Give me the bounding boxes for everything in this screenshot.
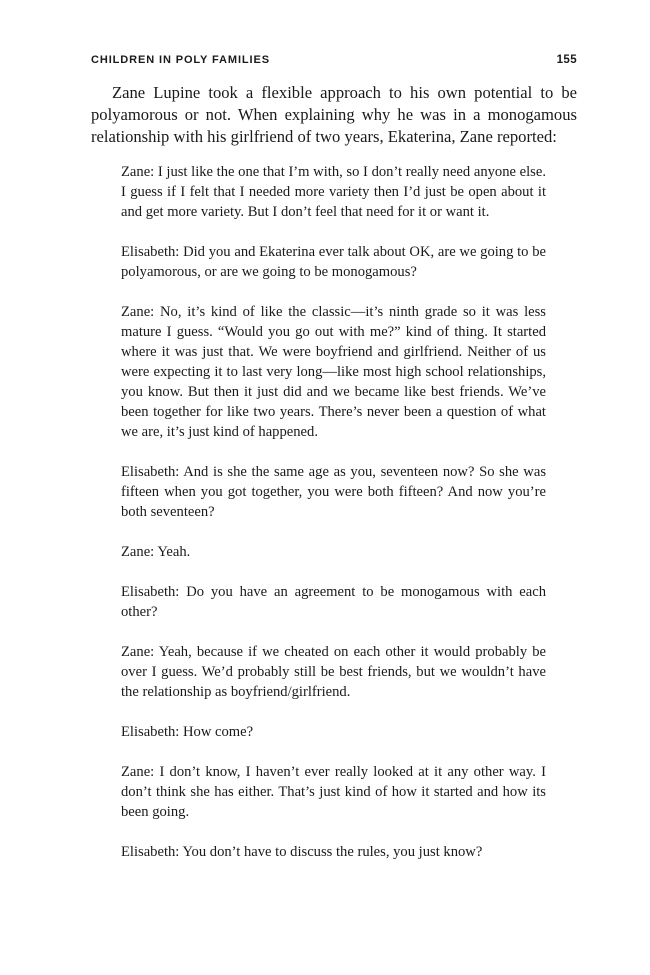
interview-turn: Zane: Yeah, because if we cheated on each other it would probably be over I guess. We’d probably still be best friends, but we wouldn’t have the relationship as boyfriend/girlfriend. — [121, 644, 546, 700]
interview-turn: Zane: Yeah. — [121, 544, 191, 560]
interview-turn: Elisabeth: You don’t have to discuss the rules, you just know? — [121, 844, 483, 860]
interview-turn: Elisabeth: Do you have an agreement to be monogamous with each other? — [121, 584, 546, 620]
interview-turn: Zane: I don’t know, I haven’t ever really looked at it any other way. I don’t think she has either. That’s just kind of how it started and how its been going. — [121, 764, 546, 820]
interview-turn: Elisabeth: And is she the same age as you, seventeen now? So she was fifteen when you got together, you were both fifteen? And now you’re both seventeen? — [121, 464, 546, 520]
interview-turn: Elisabeth: Did you and Ekaterina ever talk about OK, are we going to be polyamorous, or are we going to be monogamous? — [121, 244, 546, 280]
interview-extract — [121, 162, 546, 882]
running-title: CHILDREN IN POLY FAMILIES — [91, 54, 270, 66]
interview-turn: Elisabeth: How come? — [121, 724, 254, 740]
intro-paragraph: Zane Lupine took a flexible approach to his own potential to be polyamorous or not. When explaining why he was in a monogamous relationship with his girlfriend of two years, Ekaterina, Zane reported: — [91, 83, 577, 146]
page-number: 155 — [556, 54, 577, 66]
interview-turn: Zane: I just like the one that I’m with, so I don’t really need anyone else. I guess if I felt that I needed more variety then I’d just be open about it and get more variety. But I don’t feel that need for it or want it. — [121, 164, 546, 220]
running-head — [91, 52, 577, 68]
interview-turn: Zane: No, it’s kind of like the classic—it’s ninth grade so it was less mature I guess. “Would you go out with me?” kind of thing. It started where it was just that. We were boyfriend and girlfriend. Neither of us were expecting it to last very long—like most high school relationships, you know. But then it just did and we became like best friends. We’ve been together for like two years. There’s never been a question of what we are, it’s just kind of happened. — [121, 304, 546, 440]
